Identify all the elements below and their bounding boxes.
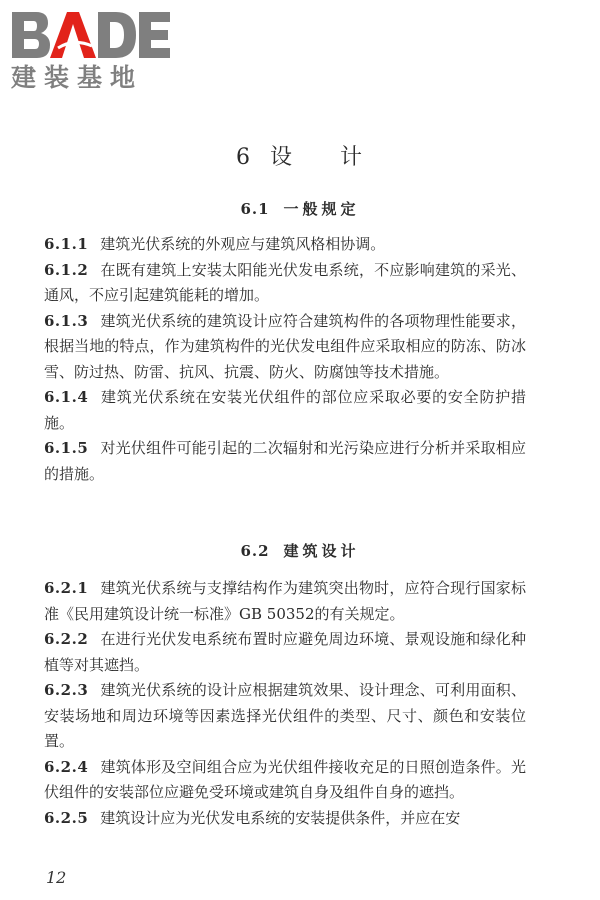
section-title-6-1 <box>0 198 600 219</box>
clause-number: 6.1.5 <box>44 439 89 457</box>
section-number: 6.1 <box>240 200 270 218</box>
clause-text: 建筑体形及空间组合应为光伏组件接收充足的日照创造条件。光伏组件的安装部位应避免受环境或建筑自身及组件自身的遮挡。 <box>44 757 526 801</box>
chapter-title <box>0 140 600 171</box>
clause-text: 建筑设计应为光伏发电系统的安装提供条件，并应在安 <box>100 808 461 827</box>
clause-6-2-4 <box>44 755 526 806</box>
section-title-text: 建筑设计 <box>283 542 360 560</box>
page-number: 12 <box>46 868 67 887</box>
clause-6-2-2 <box>44 627 526 678</box>
clause-number: 6.2.1 <box>44 579 89 597</box>
clause-number: 6.2.2 <box>44 630 89 648</box>
clause-6-1-1 <box>44 232 526 258</box>
clause-6-1-2 <box>44 258 526 309</box>
chapter-title-part2: 计 <box>340 145 365 170</box>
clause-number: 6.2.5 <box>44 808 89 827</box>
clause-6-2-3 <box>44 678 526 755</box>
bade-logo-graphic <box>10 8 172 90</box>
clause-text: 建筑光伏系统在安装光伏组件的部位应采取必要的安全防护措施。 <box>44 388 526 432</box>
clause-number: 6.1.4 <box>44 388 89 406</box>
clause-text: 在进行光伏发电系统布置时应避免周边环境、景观设施和绿化种植等对其遮挡。 <box>44 630 526 674</box>
clause-text: 建筑光伏系统与支撑结构作为建筑突出物时，应符合现行国家标准《民用建筑设计统一标准》GB 50352的有关规定。 <box>44 579 526 623</box>
clause-6-1-4 <box>44 385 526 436</box>
section-number: 6.2 <box>240 542 270 560</box>
logo-subtitle: 建装基地 <box>11 63 144 90</box>
clause-6-2-1 <box>44 576 526 627</box>
clause-number: 6.1.3 <box>44 311 89 330</box>
section-6-1-clauses <box>44 232 526 487</box>
bade-logo <box>10 8 172 90</box>
chapter-number: 6 <box>235 145 252 170</box>
clause-text: 在既有建筑上安装太阳能光伏发电系统，不应影响建筑的采光、通风，不应引起建筑能耗的增加。 <box>44 260 526 304</box>
section-6-2-clauses <box>44 576 526 831</box>
clause-text: 对光伏组件可能引起的二次辐射和光污染应进行分析并采取相应的措施。 <box>44 439 526 483</box>
clause-6-1-5 <box>44 436 526 487</box>
clause-number: 6.2.3 <box>44 681 89 699</box>
clause-number: 6.2.4 <box>44 757 89 776</box>
clause-text: 建筑光伏系统的外观应与建筑风格相协调。 <box>100 235 386 253</box>
clause-6-1-3 <box>44 309 526 386</box>
clause-number: 6.1.1 <box>44 235 89 253</box>
chapter-title-part1: 设 <box>269 145 294 170</box>
clause-text: 建筑光伏系统的设计应根据建筑效果、设计理念、可利用面积、安装场地和周边环境等因素选择光伏组件的类型、尺寸、颜色和安装位置。 <box>44 681 526 750</box>
clause-number: 6.1.2 <box>44 260 89 279</box>
clause-6-2-5 <box>44 806 526 832</box>
section-title-6-2 <box>0 540 600 561</box>
clause-text: 建筑光伏系统的建筑设计应符合建筑构件的各项物理性能要求，根据当地的特点，作为建筑构件的光伏发电组件应采取相应的防冻、防冰雪、防过热、防雷、抗风、抗震、防火、防腐蚀等技术措施。 <box>44 311 526 381</box>
section-title-text: 一般规定 <box>283 200 360 218</box>
